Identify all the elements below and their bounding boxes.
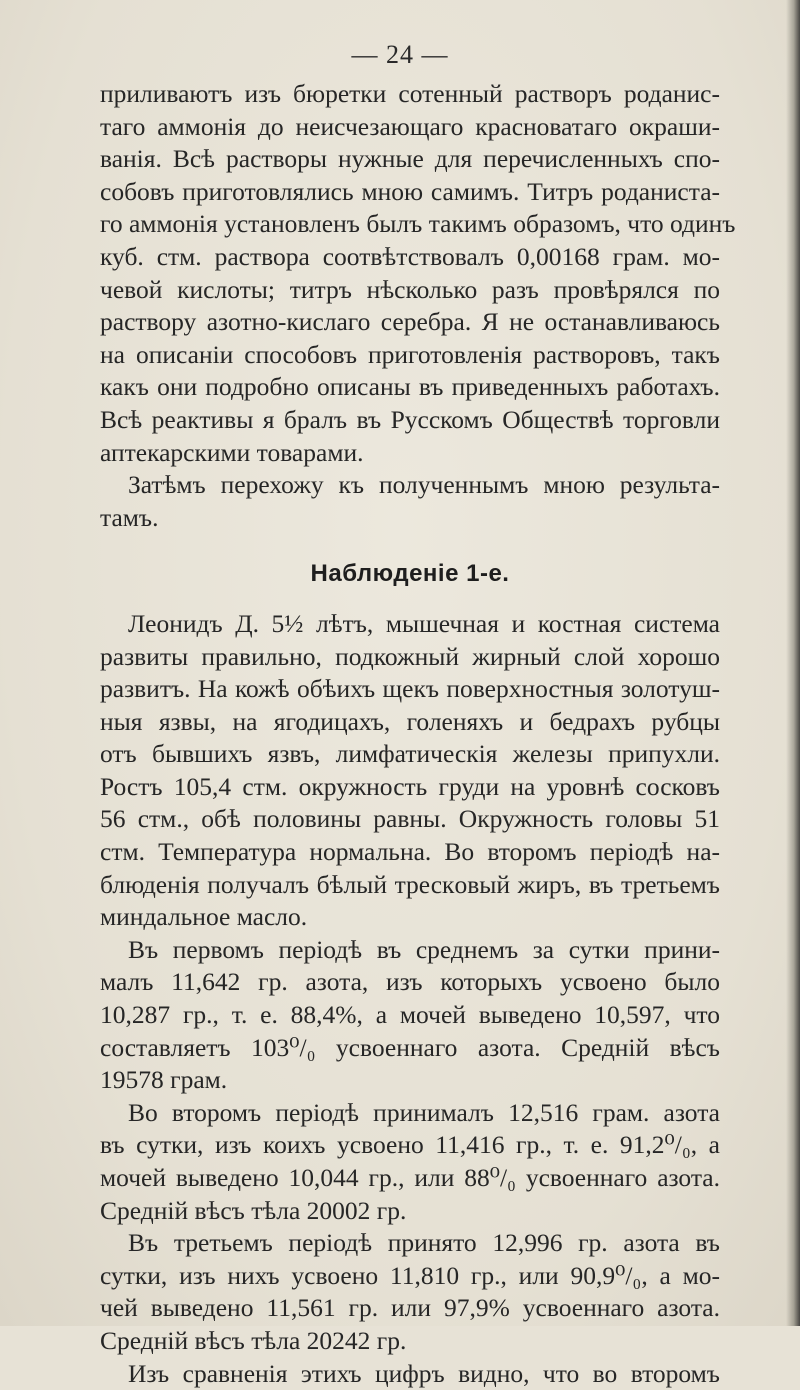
text-line: таго аммонія до неисчезающаго красноватаго окраши- bbox=[100, 111, 720, 141]
text-line: составляетъ 103⁰/₀ усвоеннаго азота. Средній вѣсъ bbox=[100, 1032, 720, 1062]
text-line: въ сутки, изъ коихъ усвоено 11,416 гр., т. е. 91,2⁰/₀, а bbox=[100, 1130, 720, 1160]
text-line: отъ бывшихъ язвъ, лимфатическія железы припухли. bbox=[100, 739, 720, 769]
text-line: блюденія получалъ бѣлый трескoвый жиръ, въ третьемъ bbox=[100, 869, 720, 899]
text-line: ванія. Всѣ растворы нужные для перечисленныхъ спо- bbox=[100, 144, 720, 174]
text-line: сутки, изъ нихъ усвоено 11,810 гр., или 90,9⁰/₀, а мо- bbox=[100, 1260, 720, 1290]
text-line: тамъ. bbox=[100, 502, 159, 532]
text-line: Въ первомъ періодѣ въ среднемъ за сутки прини- bbox=[128, 934, 720, 964]
text-line: раствору азотно-кислаго серебра. Я не останавливаюсь bbox=[100, 307, 720, 337]
text-line: аптекарскими товарами. bbox=[100, 437, 364, 467]
text-line: 56 стм., обѣ половины равны. Окружность головы 51 bbox=[100, 804, 720, 834]
text-line: го аммонія установленъ былъ такимъ образомъ, что одинъ bbox=[100, 209, 736, 239]
text-line: миндальное масло. bbox=[100, 902, 308, 932]
text-line: какъ они подробно описаны въ приведенныхъ работахъ. bbox=[100, 372, 720, 402]
text-line: стм. Температура нормальна. Во второмъ періодѣ на- bbox=[100, 837, 720, 867]
text-line: чевой кислоты; титръ нѣсколько разъ провѣрялся по bbox=[100, 274, 720, 304]
text-line: собовъ приготовлялись мною самимъ. Титръ роданиста- bbox=[100, 176, 720, 206]
text-line: куб. стм. раствора соотвѣтствовалъ 0,00168 грам. мо- bbox=[100, 241, 720, 271]
text-line: на описаніи способовъ приготовленія растворовъ, такъ bbox=[100, 339, 720, 369]
text-line: 10,287 гр., т. е. 88,4%, а мочей выведено 10,597, что bbox=[100, 1000, 720, 1030]
text-line: Во второмъ періодѣ принималъ 12,516 грам. азота bbox=[128, 1097, 720, 1127]
page-number: — 24 — bbox=[351, 40, 449, 69]
text-line: приливаютъ изъ бюретки сотенный растворъ роданис- bbox=[100, 79, 720, 108]
text-line: ныя язвы, на ягодицахъ, голеняхъ и бедрахъ рубцы bbox=[100, 706, 720, 736]
text-line: чей выведено 11,561 гр. или 97,9% усвоеннаго азота. bbox=[100, 1293, 720, 1323]
text-line: Средній вѣсъ тѣла 20002 гр. bbox=[100, 1195, 407, 1225]
text-line: Изъ сравненія этихъ цифръ видно, что во второмъ bbox=[128, 1358, 720, 1388]
text-line: Ростъ 105,4 стм. окружность груди на уровнѣ сосковъ bbox=[100, 771, 720, 801]
text-line: развиты правильно, подкожный жирный слой хорошо bbox=[100, 641, 720, 671]
text-line: Затѣмъ перехожу къ полученнымъ мною результа- bbox=[128, 470, 720, 500]
text-line: развитъ. На кожѣ обѣихъ щекъ поверхностныя золотуш- bbox=[100, 674, 720, 704]
text-line: Леонидъ Д. 5½ лѣтъ, мышечная и костная система bbox=[128, 608, 720, 638]
text-line: малъ 11,642 гр. азота, изъ которыхъ усвоено было bbox=[100, 967, 720, 997]
page-edge-shadow bbox=[786, 0, 800, 1326]
text-line: мочей выведено 10,044 гр., или 88⁰/₀ усвоеннаго азота. bbox=[100, 1163, 720, 1192]
text-line: 19578 грам. bbox=[100, 1065, 228, 1095]
text-line: Всѣ реактивы я бралъ въ Русскомъ Обществѣ торговли bbox=[100, 404, 720, 434]
section-heading: Наблюденіе 1-е. bbox=[310, 560, 510, 588]
body-text bbox=[100, 78, 736, 1390]
text-line: Въ третьемъ періодѣ принято 12,996 гр. азота въ bbox=[128, 1228, 720, 1258]
text-line: Средній вѣсъ тѣла 20242 гр. bbox=[100, 1325, 407, 1355]
